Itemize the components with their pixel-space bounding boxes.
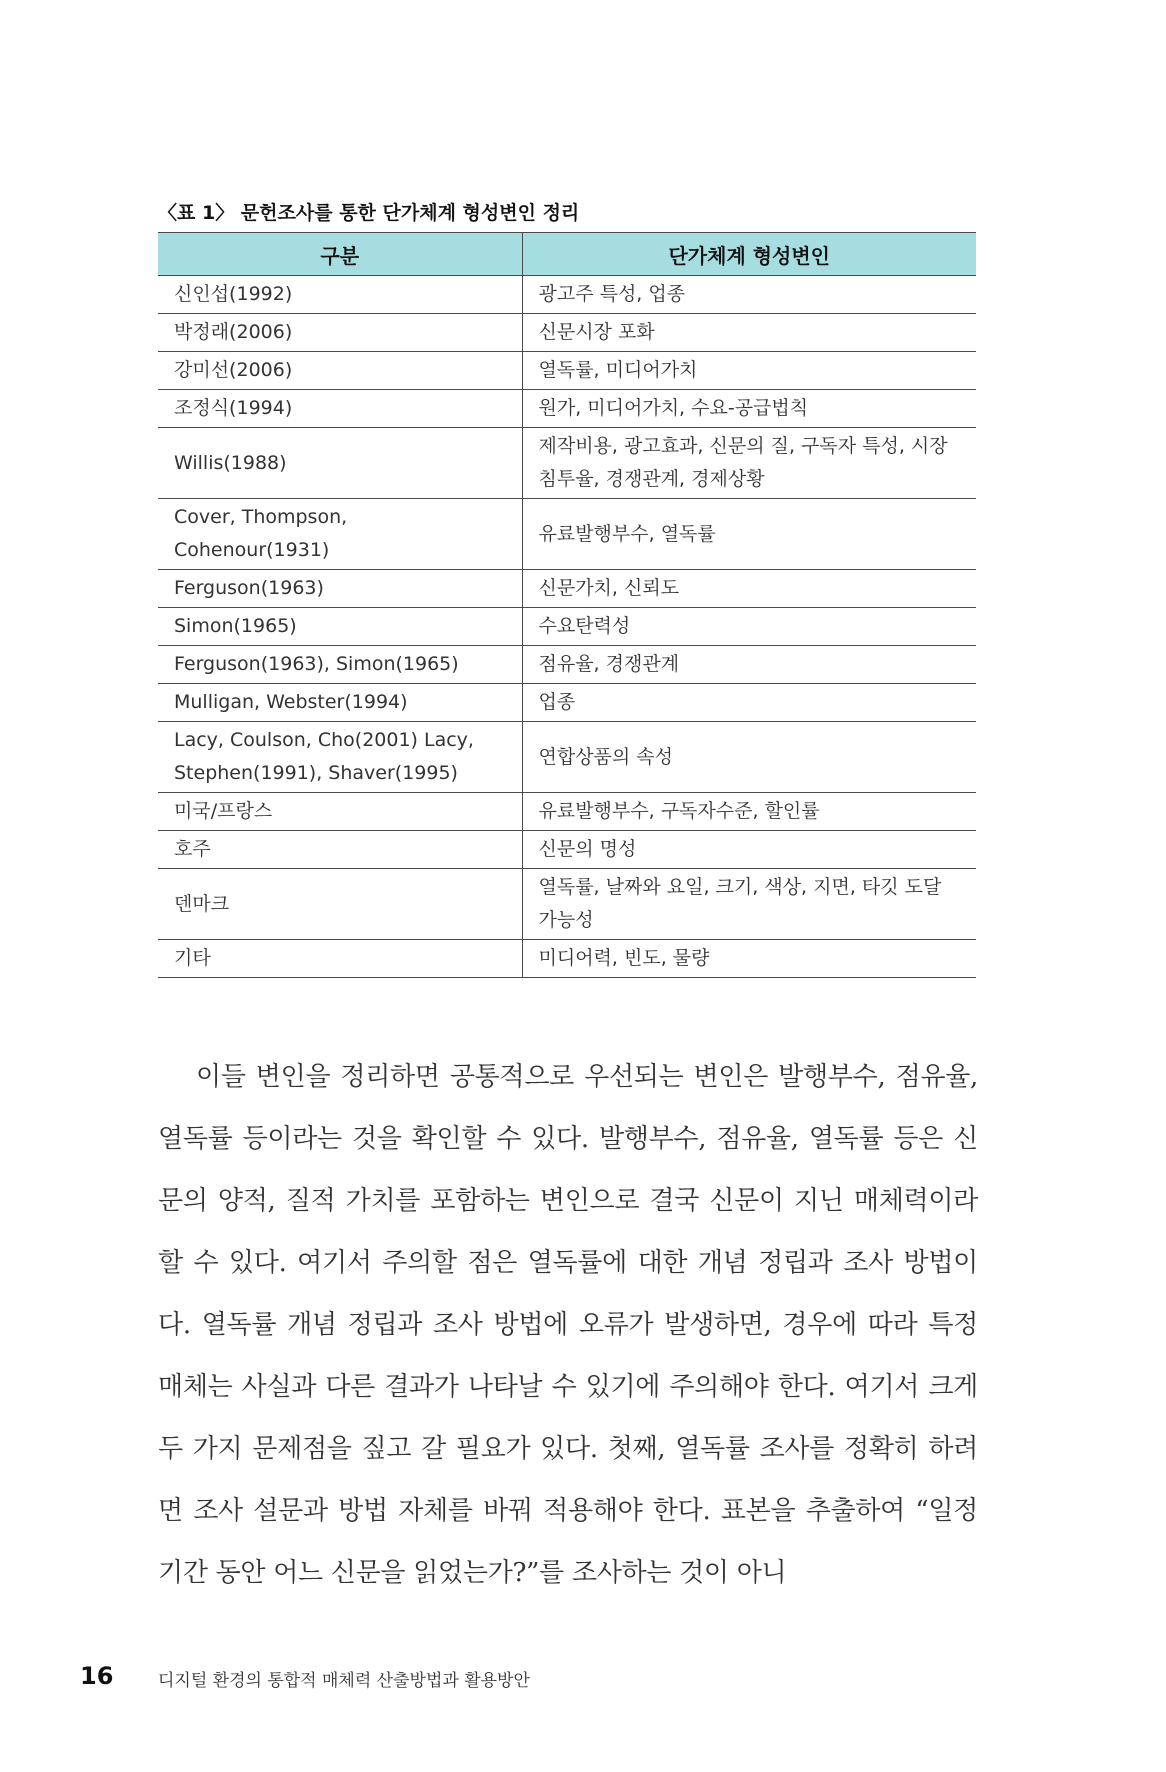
row-source: 신인섭(1992) (158, 276, 522, 314)
row-factors: 신문의 명성 (522, 831, 976, 869)
row-source: Simon(1965) (158, 608, 522, 646)
row-source: Cover, Thompson, Cohenour(1931) (158, 499, 522, 570)
header-category: 구분 (158, 233, 522, 276)
row-source: 조정식(1994) (158, 390, 522, 428)
table-row (158, 831, 976, 869)
table-row (158, 314, 976, 352)
row-source: Ferguson(1963) (158, 570, 522, 608)
table-row (158, 646, 976, 684)
table-row (158, 428, 976, 499)
row-source: Lacy, Coulson, Cho(2001) Lacy, Stephen(1991), Shaver(1995) (158, 722, 522, 793)
row-source: Ferguson(1963), Simon(1965) (158, 646, 522, 684)
row-factors: 원가, 미디어가치, 수요-공급법칙 (522, 390, 976, 428)
row-factors: 업종 (522, 684, 976, 722)
table-header-row (158, 233, 976, 276)
table-row (158, 684, 976, 722)
running-title: 디지털 환경의 통합적 매체력 산출방법과 활용방안 (158, 1671, 530, 1691)
row-source: Mulligan, Webster(1994) (158, 684, 522, 722)
row-source: 강미선(2006) (158, 352, 522, 390)
row-factors: 광고주 특성, 업종 (522, 276, 976, 314)
reference-table (158, 232, 976, 978)
header-factors: 단가체계 형성변인 (522, 233, 976, 276)
row-source: 덴마크 (158, 869, 522, 940)
table-row (158, 940, 976, 978)
table-row (158, 869, 976, 940)
row-source: 박정래(2006) (158, 314, 522, 352)
row-factors: 점유율, 경쟁관계 (522, 646, 976, 684)
row-factors: 제작비용, 광고효과, 신문의 질, 구독자 특성, 시장 침투율, 경쟁관계, 경제상황 (522, 428, 976, 499)
row-factors: 유료발행부수, 구독자수준, 할인률 (522, 793, 976, 831)
table-caption: 〈표 1〉 문헌조사를 통한 단가체계 형성변인 정리 (158, 202, 580, 224)
table-row (158, 570, 976, 608)
row-factors: 신문가치, 신뢰도 (522, 570, 976, 608)
table-row (158, 352, 976, 390)
row-source: 기타 (158, 940, 522, 978)
table-row (158, 276, 976, 314)
row-factors: 신문시장 포화 (522, 314, 976, 352)
row-source: 호주 (158, 831, 522, 869)
table-row (158, 608, 976, 646)
row-factors: 수요탄력성 (522, 608, 976, 646)
row-factors: 미디어력, 빈도, 물량 (522, 940, 976, 978)
row-factors: 열독률, 날짜와 요일, 크기, 색상, 지면, 타깃 도달 가능성 (522, 869, 976, 940)
row-source: Willis(1988) (158, 428, 522, 499)
row-factors: 열독률, 미디어가치 (522, 352, 976, 390)
body-paragraph: 이들 변인을 정리하면 공통적으로 우선되는 변인은 발행부수, 점유율, 열독률 등이라는 것을 확인할 수 있다. 발행부수, 점유율, 열독률 등은 신문의 양적, 질적 가치를 포함하는 변인으로 결국 신문이 지닌 매체력이라 할 수 있다. 여기서 주의할 점은 열독률에 대한 개념 정립과 조사 방법이다. 열독률 개념 정립과 조사 방법에 오류가 발생하면, 경우에 따라 특정 매체는 사실과 다른 결과가 나타날 수 있기에 주의해야 한다. 여기서 크게 두 가지 문제점을 짚고 갈 필요가 있다. 첫째, 열독률 조사를 정확히 하려면 조사 설문과 방법 자체를 바꿔 적용해야 한다. 표본을 추출하여 “일정 기간 동안 어느 신문을 읽었는가?”를 조사하는 것이 아니 (158, 1062, 978, 1588)
row-factors: 유료발행부수, 열독률 (522, 499, 976, 570)
table-row (158, 793, 976, 831)
row-factors: 연합상품의 속성 (522, 722, 976, 793)
table-row (158, 390, 976, 428)
row-source: 미국/프랑스 (158, 793, 522, 831)
table-row (158, 722, 976, 793)
page-number: 16 (80, 1662, 114, 1690)
table-row (158, 499, 976, 570)
